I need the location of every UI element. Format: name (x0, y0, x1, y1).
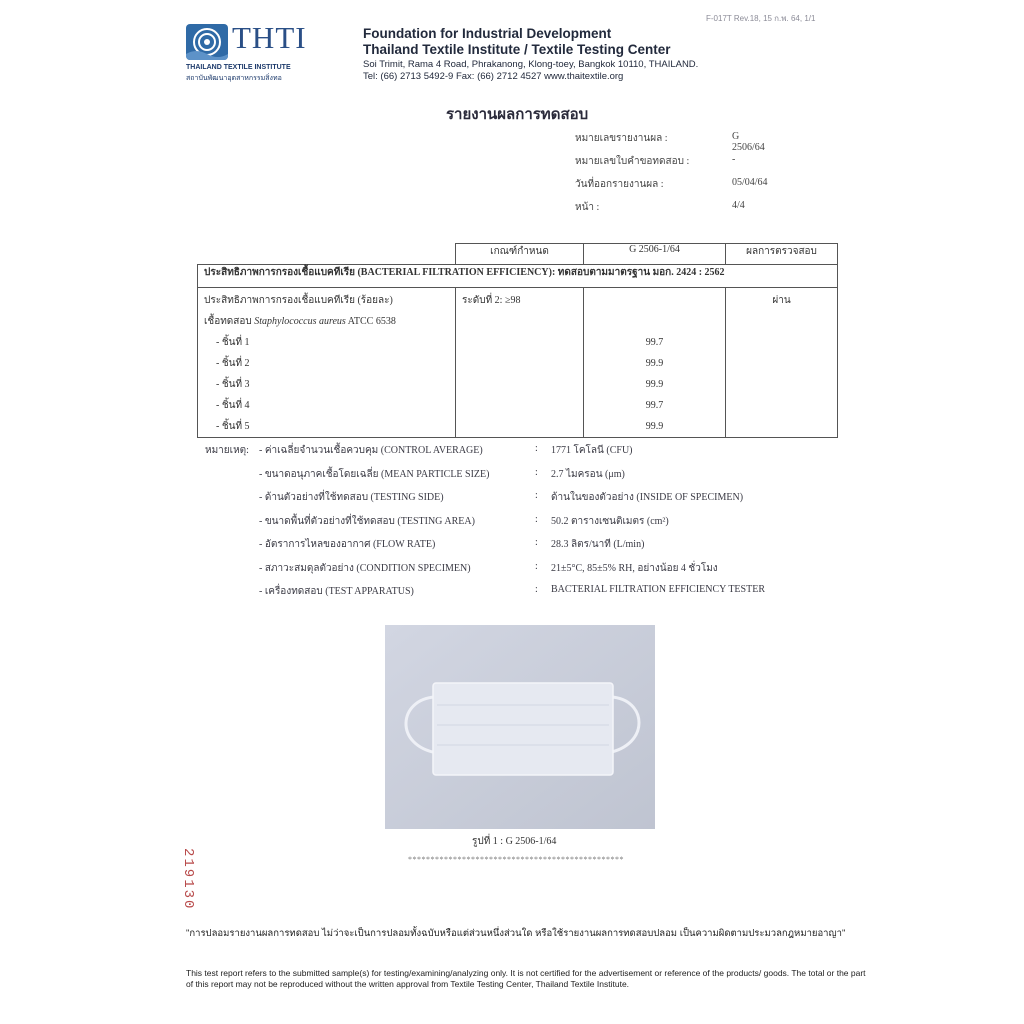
logo-name-th: สถาบันพัฒนาอุตสาหกรรมสิ่งทอ (186, 75, 282, 82)
table-header-row (198, 244, 838, 265)
piece-label-4: - ชิ้นที่ 4 (216, 400, 250, 411)
meta-key: หน้า : (575, 202, 600, 213)
logo-abbr: THTI (232, 20, 307, 55)
photo-caption: รูปที่ 1 : G 2506-1/64 (472, 836, 557, 847)
specimen-photo (385, 625, 655, 829)
star-divider: ************************************************ (408, 855, 624, 864)
serial-number: 219130 (180, 848, 196, 911)
notes-label: หมายเหตุ: (205, 445, 249, 456)
parameter-cell (198, 288, 456, 438)
header-criteria: เกณฑ์กำหนด (456, 244, 584, 265)
note-key: - ขนาดอนุภาคเชื้อโดยเฉลี่ย (MEAN PARTICLE SIZE) (259, 468, 490, 480)
table-data-row (198, 288, 838, 438)
piece-value-4: 99.7 (645, 400, 664, 411)
piece-value-3: 99.9 (645, 379, 664, 390)
parameter-name: ประสิทธิภาพการกรองเชื้อแบคทีเรีย (ร้อยละ) (204, 295, 393, 306)
header-sample: G 2506-1/64 (584, 244, 726, 265)
test-organism: เชื้อทดสอบ Staphylococcus aureus ATCC 6538 (204, 316, 396, 327)
note-key: - ขนาดพื้นที่ตัวอย่างที่ใช้ทดสอบ (TESTING AREA) (259, 515, 475, 527)
meta-value: - (732, 154, 736, 165)
note-value: BACTERIAL FILTRATION EFFICIENCY TESTER (551, 584, 765, 595)
serial-number-stamp (172, 848, 212, 911)
thti-logo (186, 20, 316, 86)
header-address: Soi Trimit, Rama 4 Road, Phrakanong, Klong-toey, Bangkok 10110, THAILAND. (363, 59, 699, 70)
piece-label-5: - ชิ้นที่ 5 (216, 421, 250, 432)
note-value: 2.7 ไมครอน (μm) (551, 468, 625, 480)
meta-value: 05/04/64 (732, 177, 768, 188)
header-line2: Thailand Textile Institute / Textile Testing Center (363, 42, 671, 57)
note-value: 28.3 ลิตร/นาที (L/min) (551, 539, 645, 550)
logo-name-en: THAILAND TEXTILE INSTITUTE (186, 64, 291, 71)
piece-label-3: - ชิ้นที่ 3 (216, 379, 250, 390)
note-key: - ค่าเฉลี่ยจำนวนเชื้อควบคุม (CONTROL AVERAGE) (259, 445, 483, 456)
form-code: F-017T Rev.18, 15 ก.พ. 64, 1/1 (706, 14, 816, 23)
piece-label-1: - ชิ้นที่ 1 (216, 337, 250, 348)
note-value: 50.2 ตารางเซนติเมตร (cm²) (551, 515, 669, 527)
note-sep: : (535, 537, 538, 548)
report-title: รายงานผลการทดสอบ (446, 107, 589, 123)
note-sep: : (535, 584, 538, 595)
report-disclaimer: This test report refers to the submitted sample(s) for testing/examining/analyzing only. It is not certified for the advertisement or reference of the products/ goods. The total or the part of this report may not be reproduced without the written approval from Textile Testing Center, Thailand Textile Institute. (186, 968, 866, 989)
verdict-cell: ผ่าน (726, 288, 838, 438)
note-key: - ด้านตัวอย่างที่ใช้ทดสอบ (TESTING SIDE) (259, 492, 444, 503)
logo-emblem-icon (186, 24, 228, 60)
header-result: ผลการตรวจสอบ (726, 244, 838, 265)
piece-value-2: 99.9 (645, 358, 664, 369)
meta-value: 4/4 (732, 200, 745, 211)
note-key: - อัตราการไหลของอากาศ (FLOW RATE) (259, 539, 436, 550)
note-value: 1771 โคโลนี (CFU) (551, 445, 633, 456)
note-sep: : (535, 443, 538, 454)
note-value: 21±5°C, 85±5% RH, อย่างน้อย 4 ชั่วโมง (551, 562, 718, 574)
note-key: - เครื่องทดสอบ (TEST APPARATUS) (259, 586, 414, 597)
table-section-row (198, 265, 838, 288)
meta-key: วันที่ออกรายงานผล : (575, 179, 664, 190)
note-key: - สภาวะสมดุลตัวอย่าง (CONDITION SPECIMEN) (259, 562, 471, 574)
results-table (197, 243, 838, 438)
piece-value-5: 99.9 (645, 421, 664, 432)
piece-value-1: 99.7 (645, 337, 664, 348)
piece-label-2: - ชิ้นที่ 2 (216, 358, 250, 369)
note-sep: : (535, 513, 538, 525)
note-sep: : (535, 490, 538, 501)
section-title: ประสิทธิภาพการกรองเชื้อแบคทีเรีย (BACTERIAL FILTRATION EFFICIENCY): ทดสอบตามมาตรฐาน มอก. 2424 : 2562 (198, 265, 838, 288)
note-sep: : (535, 560, 538, 572)
header-line1: Foundation for Industrial Development (363, 26, 612, 41)
meta-key: หมายเลขใบคำขอทดสอบ : (575, 156, 690, 167)
values-cell (584, 288, 726, 438)
header-contact: Tel: (66) 2713 5492-9 Fax: (66) 2712 4527 www.thaitextile.org (363, 71, 624, 82)
note-value: ด้านในของตัวอย่าง (INSIDE OF SPECIMEN) (551, 492, 744, 503)
meta-key: หมายเลขรายงานผล : (575, 133, 668, 144)
institute-header (363, 26, 698, 83)
forgery-warning: "การปลอมรายงานผลการทดสอบ ไม่ว่าจะเป็นการปลอมทั้งฉบับหรือแต่ส่วนหนึ่งส่วนใด หรือใช้รายงานผลการทดสอบปลอม เป็นความผิดตามประมวลกฎหมายอาญา" (186, 928, 846, 939)
note-sep: : (535, 466, 538, 478)
criteria-cell: ระดับที่ 2: ≥98 (456, 288, 584, 438)
meta-value: G 2506/64 (732, 131, 765, 153)
